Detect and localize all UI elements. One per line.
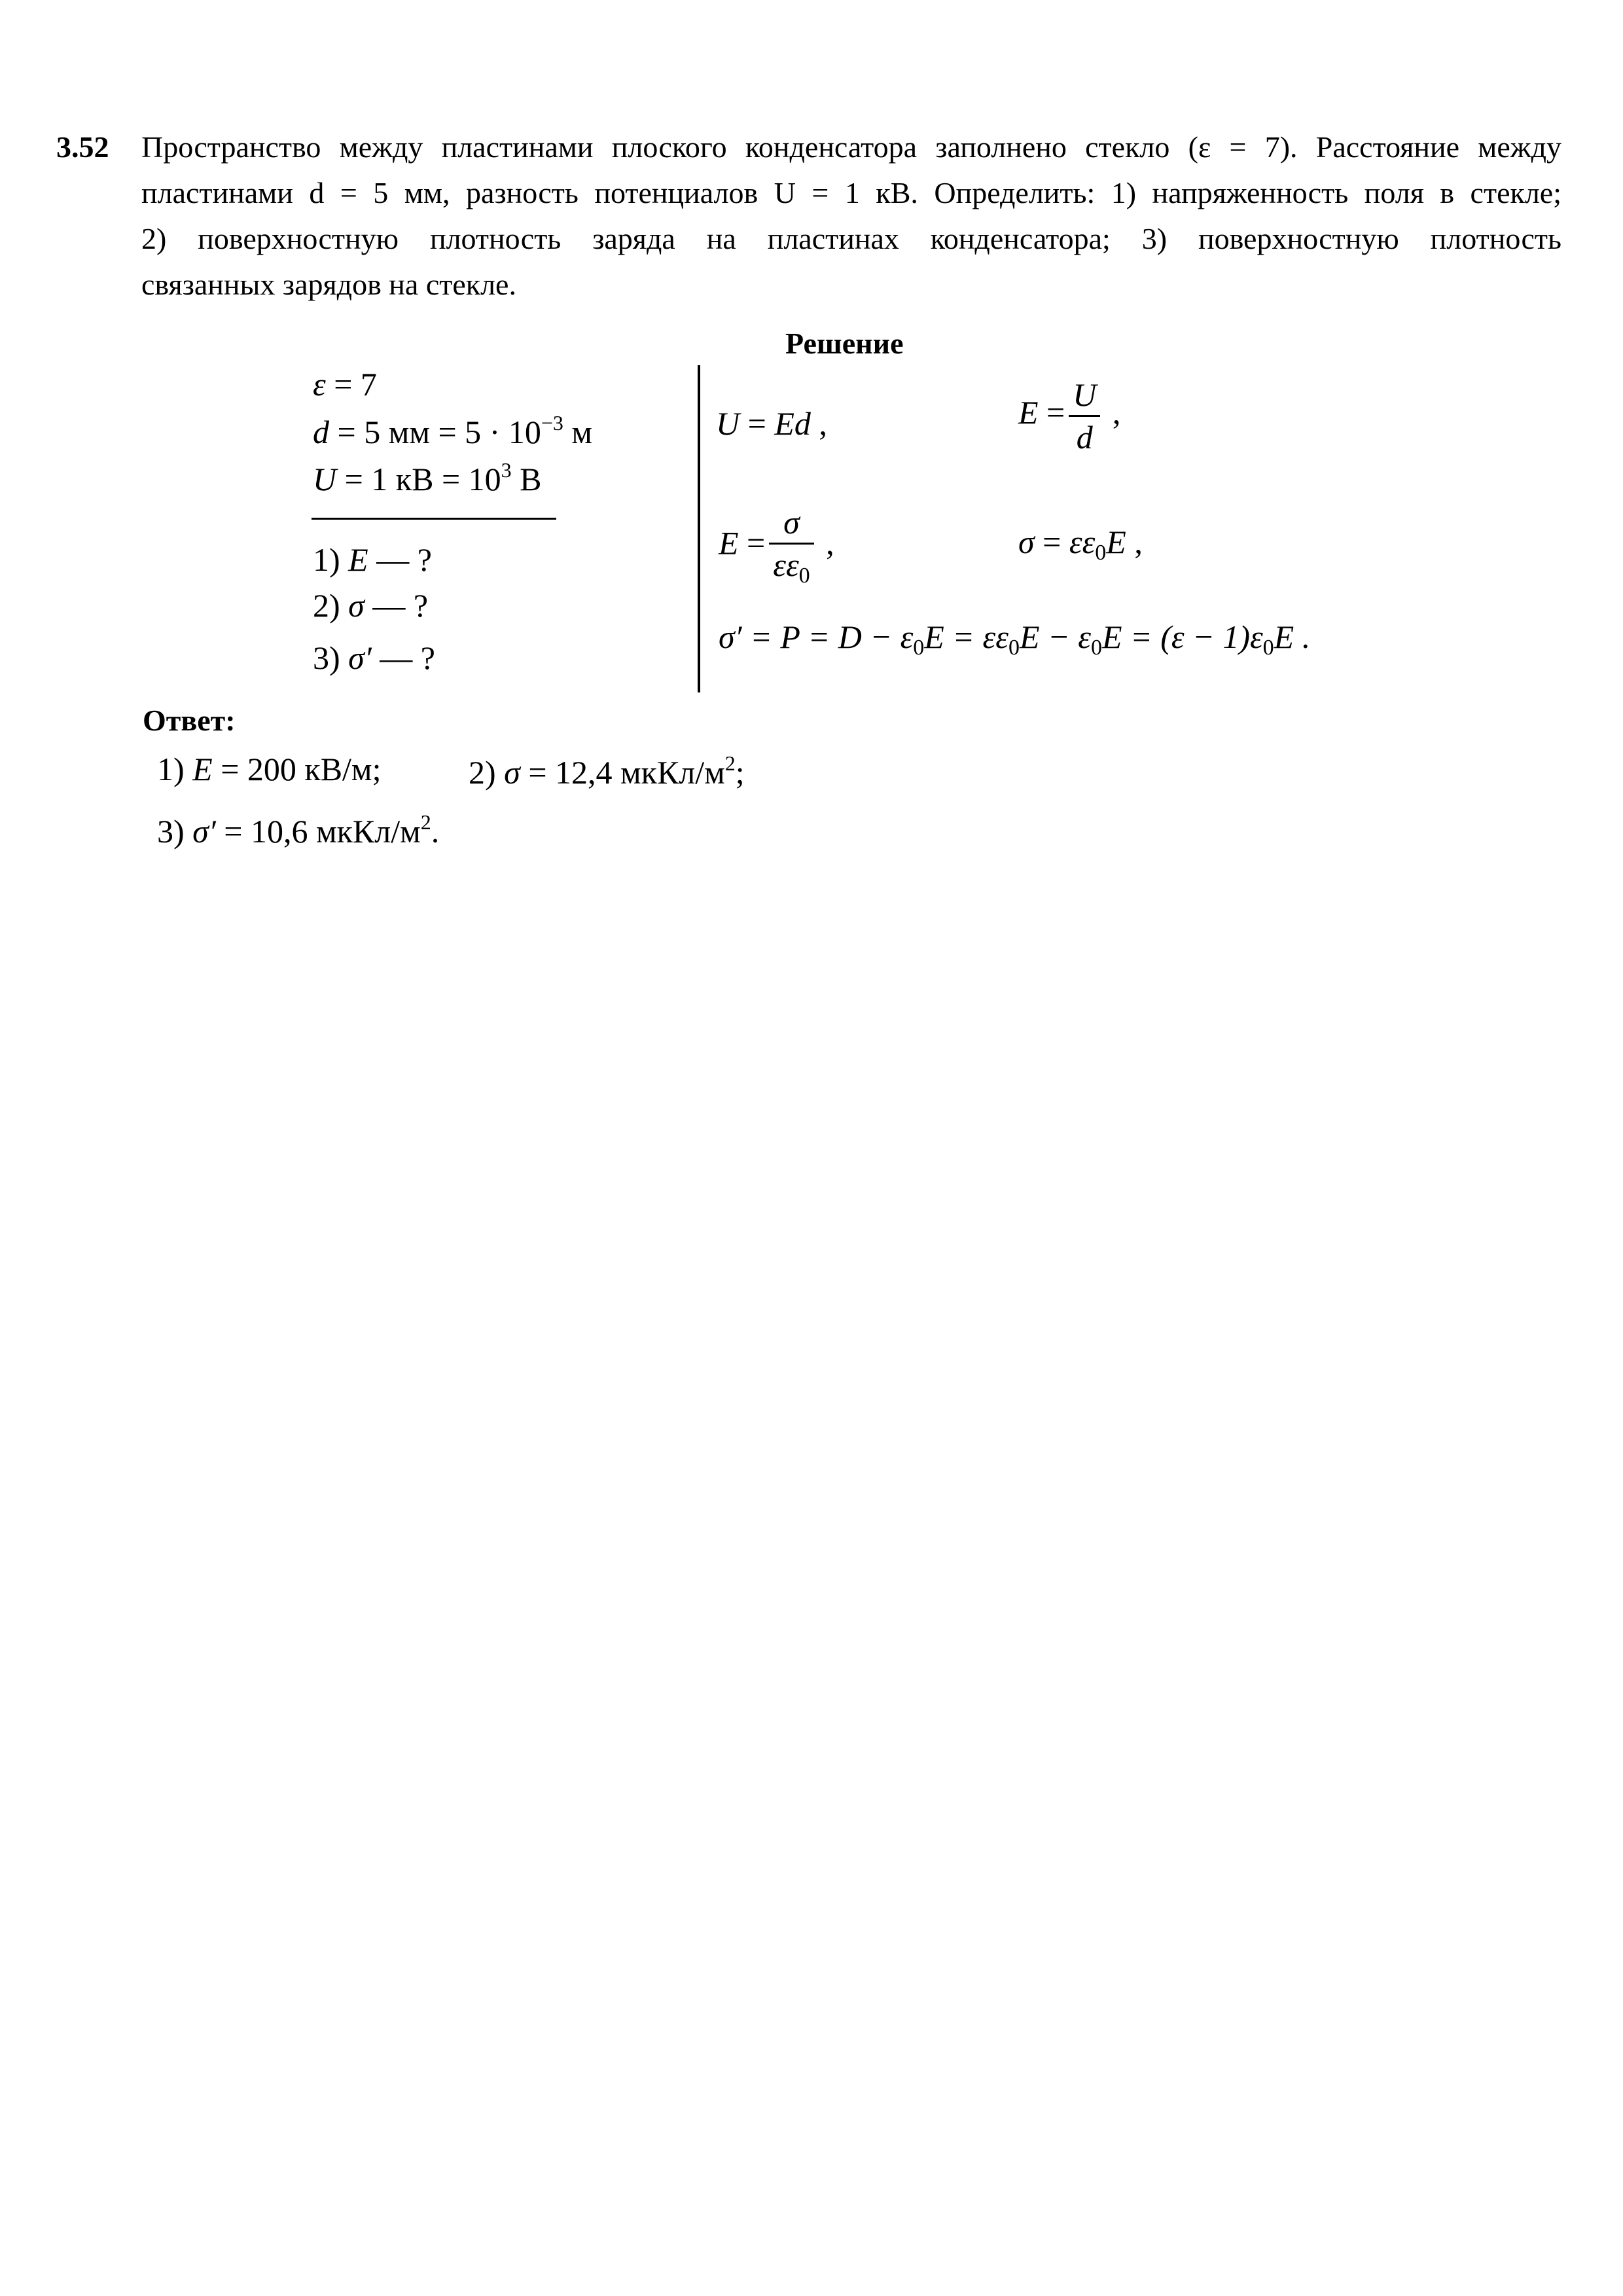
formula-e-u-over-d: E = $\frac{U}{d}$ , — [1018, 376, 1121, 456]
answer-surface-density: 2) σ = 12,4 мкКл/$м^2$; — [469, 751, 745, 791]
problem-line: связанных зарядов на стекле. — [141, 268, 516, 301]
problem-line: Пространство между пластинами плоского конденсатора заполнено стекло (ε = 7). Расстояние между — [141, 130, 1561, 164]
given-divider — [312, 518, 556, 520]
fraction: $\frac{U}{d}$ — [1069, 378, 1100, 454]
answer-field-strength: 1) E = 200 кВ/м; — [157, 751, 382, 787]
formula-u-ed: U = Ed , — [716, 405, 827, 442]
problem-line: пластинами d = 5 мм, разность потенциалов U = 1 кВ. Определить: 1) напряженность поля в стекле; — [141, 176, 1561, 209]
find-bound-density: 3) σ′ — ? — [313, 639, 435, 676]
answer-label: Ответ: — [143, 704, 236, 737]
given-distance: d = 5 мм = $5 \cdot 10^{-3}$ м — [313, 411, 593, 450]
formula-sigma-eps-e: $\sigma = \varepsilon\varepsilon_0E$ , — [1018, 524, 1143, 565]
solution-title: Решение — [785, 327, 904, 360]
find-surface-density: 2) σ — ? — [313, 587, 429, 624]
given-epsilon: ε = 7 — [313, 366, 377, 403]
find-field-strength: 1) E — ? — [313, 541, 432, 578]
formula-bound-charge: $\sigma' = P = D - \varepsilon_0E = \varepsilon\varepsilon_0E - \varepsilon_0E = (\varepsilon - 1)\varepsilon_0E$ . — [719, 619, 1311, 660]
given-voltage: U = 1 кВ = $10^3$ В — [313, 458, 542, 497]
formula-e-sigma-over-eps: E = $\frac{\sigma}{\varepsilon\varepsilon_0}$ , — [719, 504, 834, 588]
problem-line: 2) поверхностную плотность заряда на пластинах конденсатора; 3) поверхностную плотность — [141, 222, 1561, 255]
problem-text — [141, 124, 1561, 308]
solution-divider — [698, 365, 700, 692]
answer-bound-density: 3) σ′ = 10,6 мкКл/$м^2$. — [157, 810, 440, 850]
fraction: $\frac{\sigma}{\varepsilon\varepsilon_0}$ — [769, 506, 813, 587]
problem-number: 3.52 — [56, 130, 109, 164]
